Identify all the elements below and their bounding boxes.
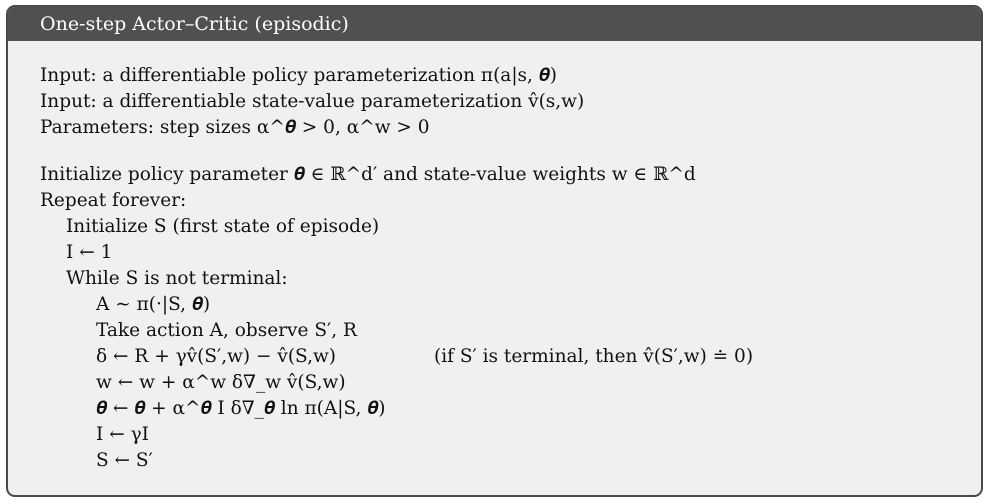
algorithm-header	[8, 7, 981, 41]
take-action-line: Take action A, observe S′, R	[96, 320, 357, 341]
policy-update-line: 𝜽 ← 𝜽 + α^𝜽 I δ∇_𝜽 ln π(A|S, 𝜽)	[96, 398, 386, 419]
algorithm-title: One-step Actor–Critic (episodic)	[40, 13, 349, 35]
initialize-line: Initialize policy parameter 𝜽 ∈ ℝ^d′ and state-value weights w ∈ ℝ^d	[40, 164, 696, 185]
parameters-line: Parameters: step sizes α^𝜽 > 0, α^w > 0	[40, 117, 430, 138]
state-update-line: S ← S′	[96, 450, 153, 471]
td-error-note: (if S′ is terminal, then v̂(S′,w) ≐ 0)	[434, 346, 754, 367]
set-i-line: I ← 1	[66, 242, 113, 263]
td-error-line: δ ← R + γv̂(S′,w) − v̂(S,w)	[96, 346, 337, 367]
select-action-line: A ∼ π(·|S, 𝜽)	[96, 294, 211, 315]
while-line: While S is not terminal:	[66, 268, 288, 289]
weight-update-line: w ← w + α^w δ∇_w v̂(S,w)	[96, 372, 346, 393]
discount-update-line: I ← γI	[96, 424, 149, 445]
algorithm-box	[6, 5, 983, 497]
repeat-forever-line: Repeat forever:	[40, 190, 187, 211]
initialize-state-line: Initialize S (first state of episode)	[66, 216, 380, 237]
input-policy-line: Input: a differentiable policy parameterization π(a|s, 𝜽)	[40, 65, 558, 86]
input-value-line: Input: a differentiable state-value parameterization v̂(s,w)	[40, 91, 585, 112]
